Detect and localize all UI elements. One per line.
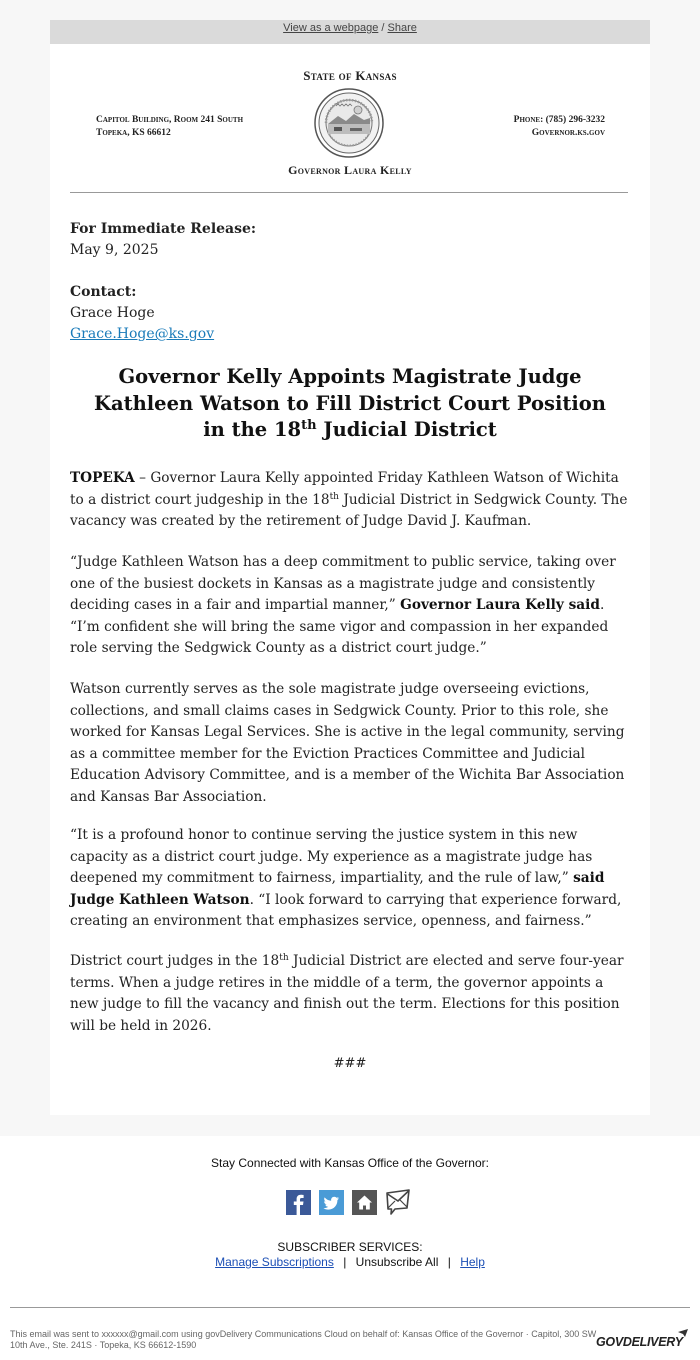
unsubscribe-all-text: Unsubscribe All xyxy=(355,1255,439,1269)
help-link[interactable]: Help xyxy=(460,1255,485,1269)
top-bar xyxy=(50,20,650,44)
body-paragraph-3: Watson currently serves as the sole magistrate judge overseeing evictions, collections, and small claims cases in Sedgwick County. Prior to this role, she worked for Kansas Legal Services. She is active in the legal community, serving as a committee member for the Eviction Practices Committee and Judicial Education Advisory Committee, and is a member of the Wichita Bar Association and Kansas Bar Association. xyxy=(70,681,625,805)
twitter-icon[interactable] xyxy=(319,1190,344,1215)
contact-email-link[interactable]: Grace.Hoge@ks.gov xyxy=(70,326,215,342)
facebook-icon[interactable] xyxy=(286,1190,311,1215)
headline-line-3: in the 18th Judicial District xyxy=(203,418,497,441)
manage-subscriptions-link[interactable]: Manage Subscriptions xyxy=(215,1255,334,1269)
link-separator: | xyxy=(447,1255,451,1269)
letterhead-state: State of Kansas xyxy=(303,68,397,83)
letterhead-divider xyxy=(70,192,628,193)
share-link[interactable]: Share xyxy=(387,22,417,34)
email-icon[interactable] xyxy=(385,1188,411,1216)
contact-email-wrap xyxy=(70,324,214,345)
contact-label: Contact: xyxy=(70,284,137,300)
body-paragraph-5: District court judges in the 18th Judicial District are elected and serve four-year terms. When a judge retires in the middle of a term, the governor appoints a new judge to fill the vacancy and finish out the term. Elections for this position will be held in 2026. xyxy=(70,953,624,1034)
stay-connected-text: Stay Connected with Kansas Office of the Governor: xyxy=(211,1156,489,1170)
letterhead-website: Governor.ks.gov xyxy=(531,128,605,138)
body-paragraph-4: “It is a profound honor to continue serving the justice system in this new capacity as a district court judge. My experience as a magistrate judge has deepened my commitment to fairness, impartiality, and the rule of law,” said Judge Kathleen Watson. “I look forward to carrying that experience forward, creating an environment that emphasizes service, openness, and fairness.” xyxy=(70,827,622,929)
topbar-separator: / xyxy=(378,22,388,34)
home-icon[interactable] xyxy=(352,1190,377,1215)
govdelivery-mark-icon xyxy=(677,1328,689,1338)
headline-line-1: Governor Kelly Appoints Magistrate Judge xyxy=(118,365,582,388)
subscriber-links xyxy=(0,1255,700,1269)
address-line-2: Topeka, KS 66612 xyxy=(96,128,171,138)
press-release-headline xyxy=(70,364,630,444)
body-paragraph-1: TOPEKA – Governor Laura Kelly appointed Friday Kathleen Watson of Wichita to a district court judgeship in the 18th Judicial District in Sedgwick County. The vacancy was created by the retirement of Judge David J. Kaufman. xyxy=(70,470,628,529)
email-disclaimer: This email was sent to xxxxxx@gmail.com using govDelivery Communications Cloud on behalf of: Kansas Office of the Governor · Capitol, 300 SW 10th Ave., Ste. 241S · Topeka, KS 66612-1590 xyxy=(10,1329,597,1350)
letterhead-governor: Governor Laura Kelly xyxy=(288,163,412,177)
address-line-1: Capitol Building, Room 241 South xyxy=(96,115,244,125)
govdelivery-logo: GOVDELIVERY xyxy=(596,1335,683,1349)
footer-divider xyxy=(10,1307,690,1308)
body-paragraph-2: “Judge Kathleen Watson has a deep commitment to public service, taking over one of the busiest dockets in Kansas as a magistrate judge and consistently deciding cases in a fair and impartial manner,” Governor Laura Kelly said. “I’m confident she will bring the same vigor and compassion in her expanded role serving the Sedgwick County as a district court judge.” xyxy=(70,554,616,656)
headline-line-2: Kathleen Watson to Fill District Court Position xyxy=(94,391,606,415)
letterhead-address xyxy=(96,114,243,140)
view-as-webpage-link[interactable]: View as a webpage xyxy=(283,22,379,34)
kansas-seal-icon xyxy=(314,88,384,158)
link-separator: | xyxy=(343,1255,347,1269)
letterhead-contact xyxy=(514,114,605,140)
end-mark: ### xyxy=(333,1056,367,1071)
subscriber-services-title: SUBSCRIBER SERVICES: xyxy=(277,1240,423,1254)
letterhead-phone: Phone: (785) 296-3232 xyxy=(513,115,605,125)
contact-name: Grace Hoge xyxy=(70,305,155,321)
release-label: For Immediate Release: xyxy=(70,221,257,237)
release-date: May 9, 2025 xyxy=(70,242,159,258)
